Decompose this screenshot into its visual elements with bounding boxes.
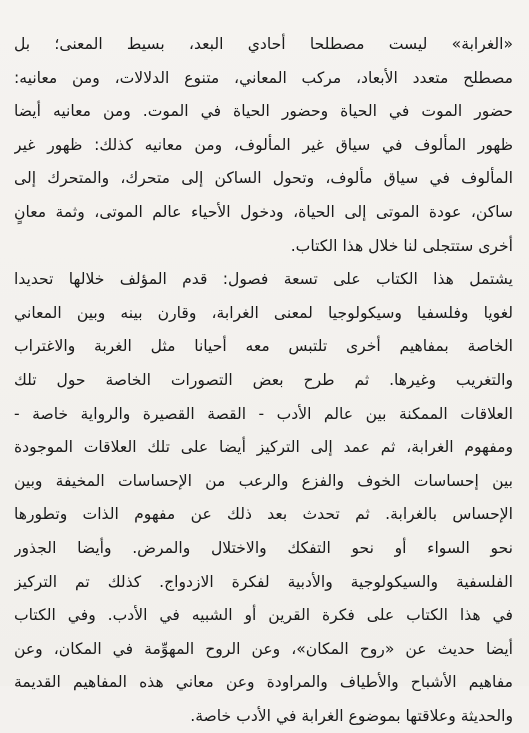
text-line: مفاهيم الأشباح والأطياف والمراودة وعن معاني هذه المفاهيم القديمة bbox=[14, 673, 513, 692]
text-line: والتغريب وغيرها. ثم طرح بعض التصورات الخاصة حول تلك bbox=[14, 370, 513, 389]
text-line: الخاصة بمفاهيم أخرى تلتبس معه أحيانا مثل الغربة والاغتراب bbox=[14, 337, 513, 356]
text-line: مصطلح متعدد الأبعاد، مركب المعاني، متنوع الدلالات، ومن معانيه: bbox=[14, 68, 513, 87]
text-line: ومفهوم الغرابة، ثم عمد إلى التركيز أيضا على تلك العلاقات الموجودة bbox=[14, 438, 513, 457]
text-line: الإحساس بالغرابة. ثم تحدث بعد ذلك عن مفهوم الذات وتطورها bbox=[14, 505, 513, 524]
text-line: أيضا حديث عن «روح المكان»، وعن الروح المهوِّمة في المكان، وعن bbox=[14, 639, 513, 658]
text-line: بين إحساسات الخوف والفزع والرعب من الإحساسات المخيفة وبين bbox=[14, 471, 513, 490]
text-line: «الغرابة» ليست مصطلحا أحادي البعد، بسيط المعنى؛ بل bbox=[14, 35, 513, 53]
text-line: نحو السواء أو نحو التفكك والاختلال والمرض. وأيضا الجذور bbox=[14, 538, 513, 557]
text-line: الفلسفية والسيكولوجية والأدبية لفكرة الازدواج. كذلك تم التركيز bbox=[14, 572, 513, 591]
text-line: حضور الموت في الحياة وحضور الحياة في الموت. ومن معانيه أيضا bbox=[14, 102, 513, 121]
text-line: يشتمل هذا الكتاب على تسعة فصول: قدم المؤلف خلالها تحديدا bbox=[14, 270, 513, 289]
text-line: والحديثة وعلاقتها بموضوع الغرابة في الأدب خاصة. bbox=[190, 706, 513, 725]
text-line: في هذا الكتاب على فكرة القرين أو الشبيه في الأدب. وفي الكتاب bbox=[14, 606, 513, 625]
text-line: ظهور المألوف في سياق غير المألوف، ومن معانيه كذلك: ظهور غير bbox=[14, 135, 513, 154]
text-line: المألوف في سياق مألوف، وتحول الساكن إلى متحرك، والمتحرك إلى bbox=[14, 169, 513, 188]
text-line: ساكن، عودة الموتى إلى الحياة، ودخول الأحياء عالم الموتى، وثمة معانٍ bbox=[14, 202, 513, 221]
text-line: لغويا وفلسفيا وسيكولوجيا لمعنى الغرابة، وقارن بينه وبين المعاني bbox=[14, 303, 513, 322]
text-line: أخرى ستتجلى لنا خلال هذا الكتاب. bbox=[290, 236, 513, 255]
text-line: العلاقات الممكنة بين عالم الأدب - القصة القصيرة والرواية خاصة - bbox=[14, 404, 513, 423]
paragraph-strangeness-meaning bbox=[14, 28, 513, 263]
paragraph-book-contents bbox=[14, 263, 513, 733]
